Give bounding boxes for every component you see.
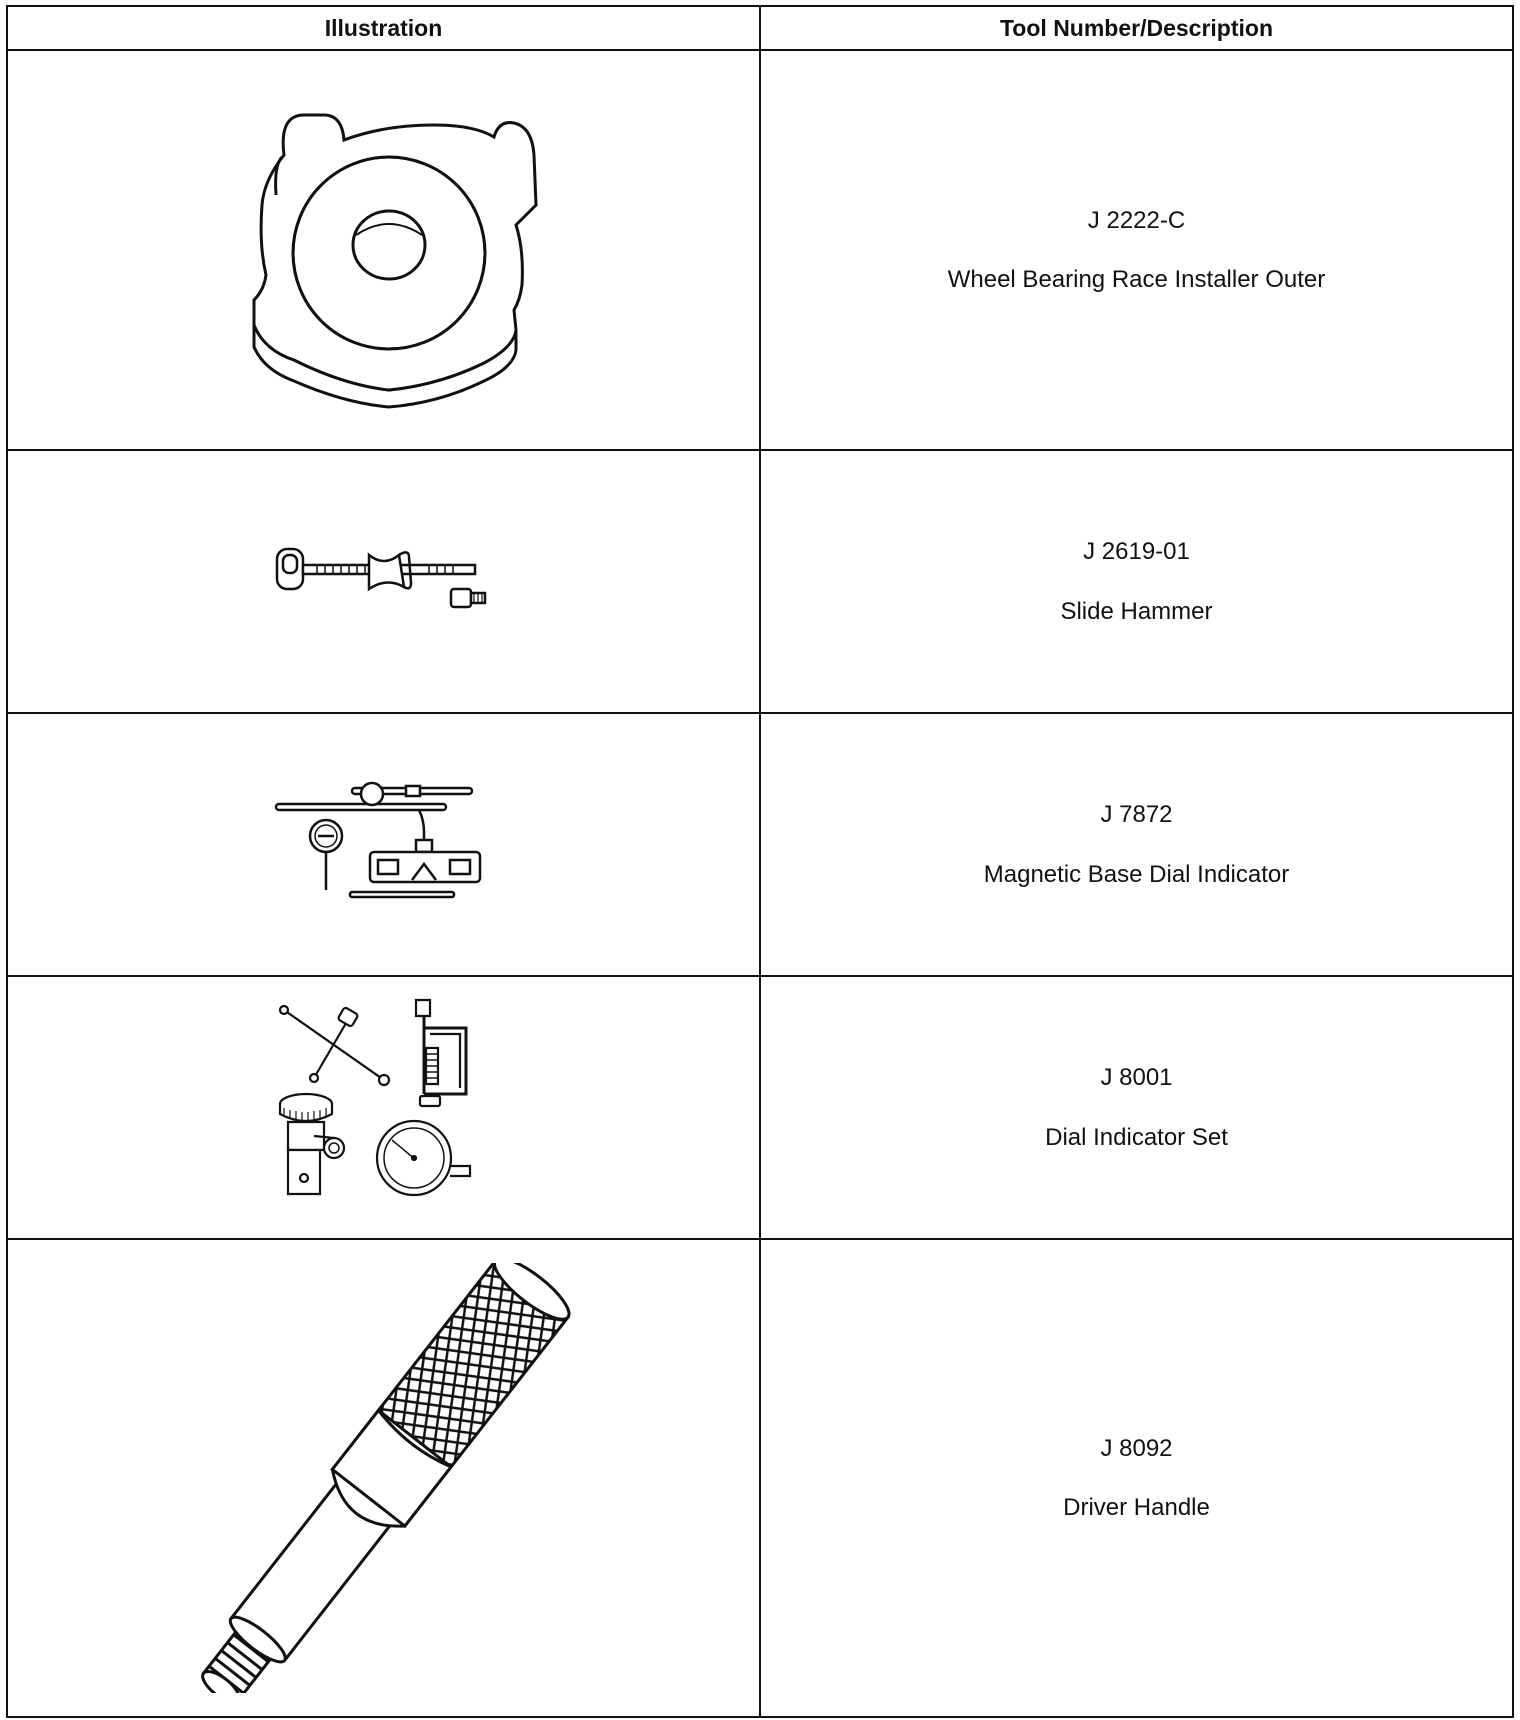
special-tools-table xyxy=(6,5,1514,1718)
tool-description: Magnetic Base Dial Indicator xyxy=(983,860,1290,888)
dial-indicator-set-icon xyxy=(274,998,494,1218)
illustration-cell xyxy=(7,50,760,450)
tool-header: Tool Number/Description xyxy=(760,6,1513,50)
tool-cell xyxy=(760,713,1513,976)
slide-hammer-icon xyxy=(269,537,499,627)
table-header-row xyxy=(7,6,1513,50)
illustration-cell xyxy=(7,976,760,1239)
tool-number: J 8001 xyxy=(1100,1064,1173,1092)
tool-description: Dial Indicator Set xyxy=(1045,1123,1228,1151)
tool-cell xyxy=(760,1239,1513,1717)
tool-description: Driver Handle xyxy=(1063,1494,1210,1521)
tool-number: J 7872 xyxy=(1100,801,1173,829)
magnetic-base-dial-indicator-icon xyxy=(274,780,494,910)
tool-number: J 2222-C xyxy=(1087,206,1186,234)
table-row xyxy=(7,450,1513,713)
illustration-cell xyxy=(7,713,760,976)
illustration-cell xyxy=(7,1239,760,1717)
table-row xyxy=(7,50,1513,450)
tool-number: J 8092 xyxy=(1100,1434,1173,1462)
illustration-cell xyxy=(7,450,760,713)
tool-description: Slide Hammer xyxy=(1060,597,1213,625)
tool-cell xyxy=(760,50,1513,450)
table-row xyxy=(7,713,1513,976)
tool-description: Wheel Bearing Race Installer Outer xyxy=(947,266,1326,293)
tool-cell xyxy=(760,450,1513,713)
table-row xyxy=(7,976,1513,1239)
race-installer-icon xyxy=(224,85,544,415)
driver-handle-icon xyxy=(164,1263,604,1693)
tool-number: J 2619-01 xyxy=(1083,538,1190,566)
table-row xyxy=(7,1239,1513,1717)
illustration-header: Illustration xyxy=(7,6,760,50)
tool-cell xyxy=(760,976,1513,1239)
